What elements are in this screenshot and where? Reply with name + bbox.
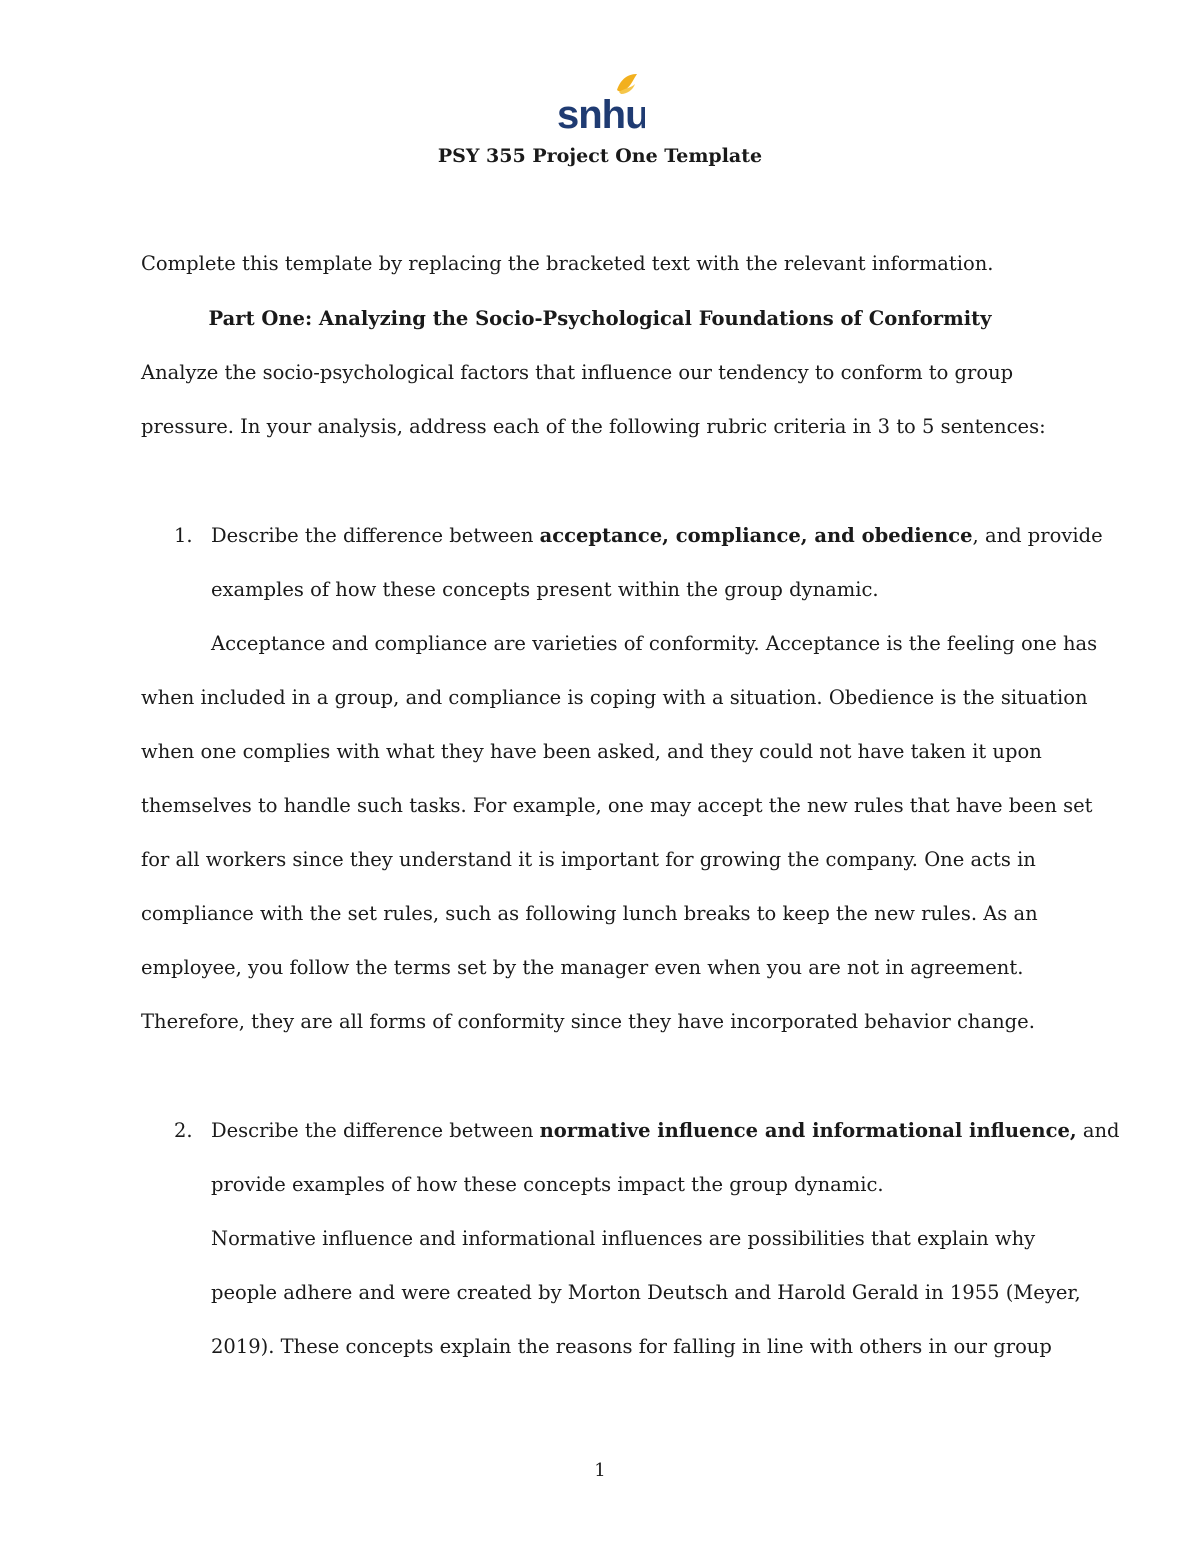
intro-line-1: Analyze the socio-psychological factors that influence our tendency to conform to group xyxy=(141,361,1014,384)
item1-answer-line: for all workers since they understand it is important for growing the company. One acts in xyxy=(141,848,1036,871)
list-number-1: 1. xyxy=(174,524,193,547)
item1-answer-line: when included in a group, and compliance is coping with a situation. Obedience is the situation xyxy=(141,686,1088,709)
document-title: PSY 355 Project One Template xyxy=(437,145,763,167)
snhu-logo xyxy=(555,72,645,134)
item1-answer-line: themselves to handle such tasks. For example, one may accept the new rules that have been set xyxy=(141,794,1093,817)
item1-answer-line: when one complies with what they have been asked, and they could not have taken it upon xyxy=(141,740,1042,763)
item2-prefix: Describe the difference between xyxy=(211,1119,540,1142)
list-number-2: 2. xyxy=(174,1119,193,1142)
item1-prefix: Describe the difference between xyxy=(211,524,540,547)
item2-bold-terms: normative influence and informational influence, xyxy=(539,1119,1077,1142)
item1-answer-line: employee, you follow the terms set by the manager even when you are not in agreement. xyxy=(141,956,1024,979)
page-number: 1 xyxy=(594,1460,606,1481)
svg-text:snhu: snhu xyxy=(557,93,645,134)
snhu-logo-graphic xyxy=(555,72,645,134)
item1-prompt-line1 xyxy=(211,522,1103,550)
item2-answer-line: 2019). These concepts explain the reasons for falling in line with others in our group xyxy=(211,1335,1052,1358)
item2-suffix: and xyxy=(1076,1119,1120,1142)
item1-bold-terms: acceptance, compliance, and obedience xyxy=(539,524,973,547)
intro-line-2: pressure. In your analysis, address each of the following rubric criteria in 3 to 5 sentences: xyxy=(141,415,1046,438)
item2-prompt-line2: provide examples of how these concepts impact the group dynamic. xyxy=(211,1173,884,1196)
item1-suffix: , and provide xyxy=(972,524,1103,547)
part-heading xyxy=(0,305,1200,333)
item1-answer-line: Acceptance and compliance are varieties of conformity. Acceptance is the feeling one has xyxy=(211,632,1098,655)
item2-answer-line: Normative influence and informational influences are possibilities that explain why xyxy=(211,1227,1036,1250)
instruction-text: Complete this template by replacing the bracketed text with the relevant information. xyxy=(141,252,994,275)
item1-prompt-line2: examples of how these concepts present within the group dynamic. xyxy=(211,578,879,601)
part-heading-text: Part One: Analyzing the Socio-Psychological Foundations of Conformity xyxy=(208,307,992,330)
item2-answer-line: people adhere and were created by Morton Deutsch and Harold Gerald in 1955 (Meyer, xyxy=(211,1281,1081,1304)
item2-prompt-line1 xyxy=(211,1117,1120,1145)
item1-answer-line: Therefore, they are all forms of conformity since they have incorporated behavior change. xyxy=(141,1010,1035,1033)
item1-answer-line: compliance with the set rules, such as following lunch breaks to keep the new rules. As an xyxy=(141,902,1038,925)
